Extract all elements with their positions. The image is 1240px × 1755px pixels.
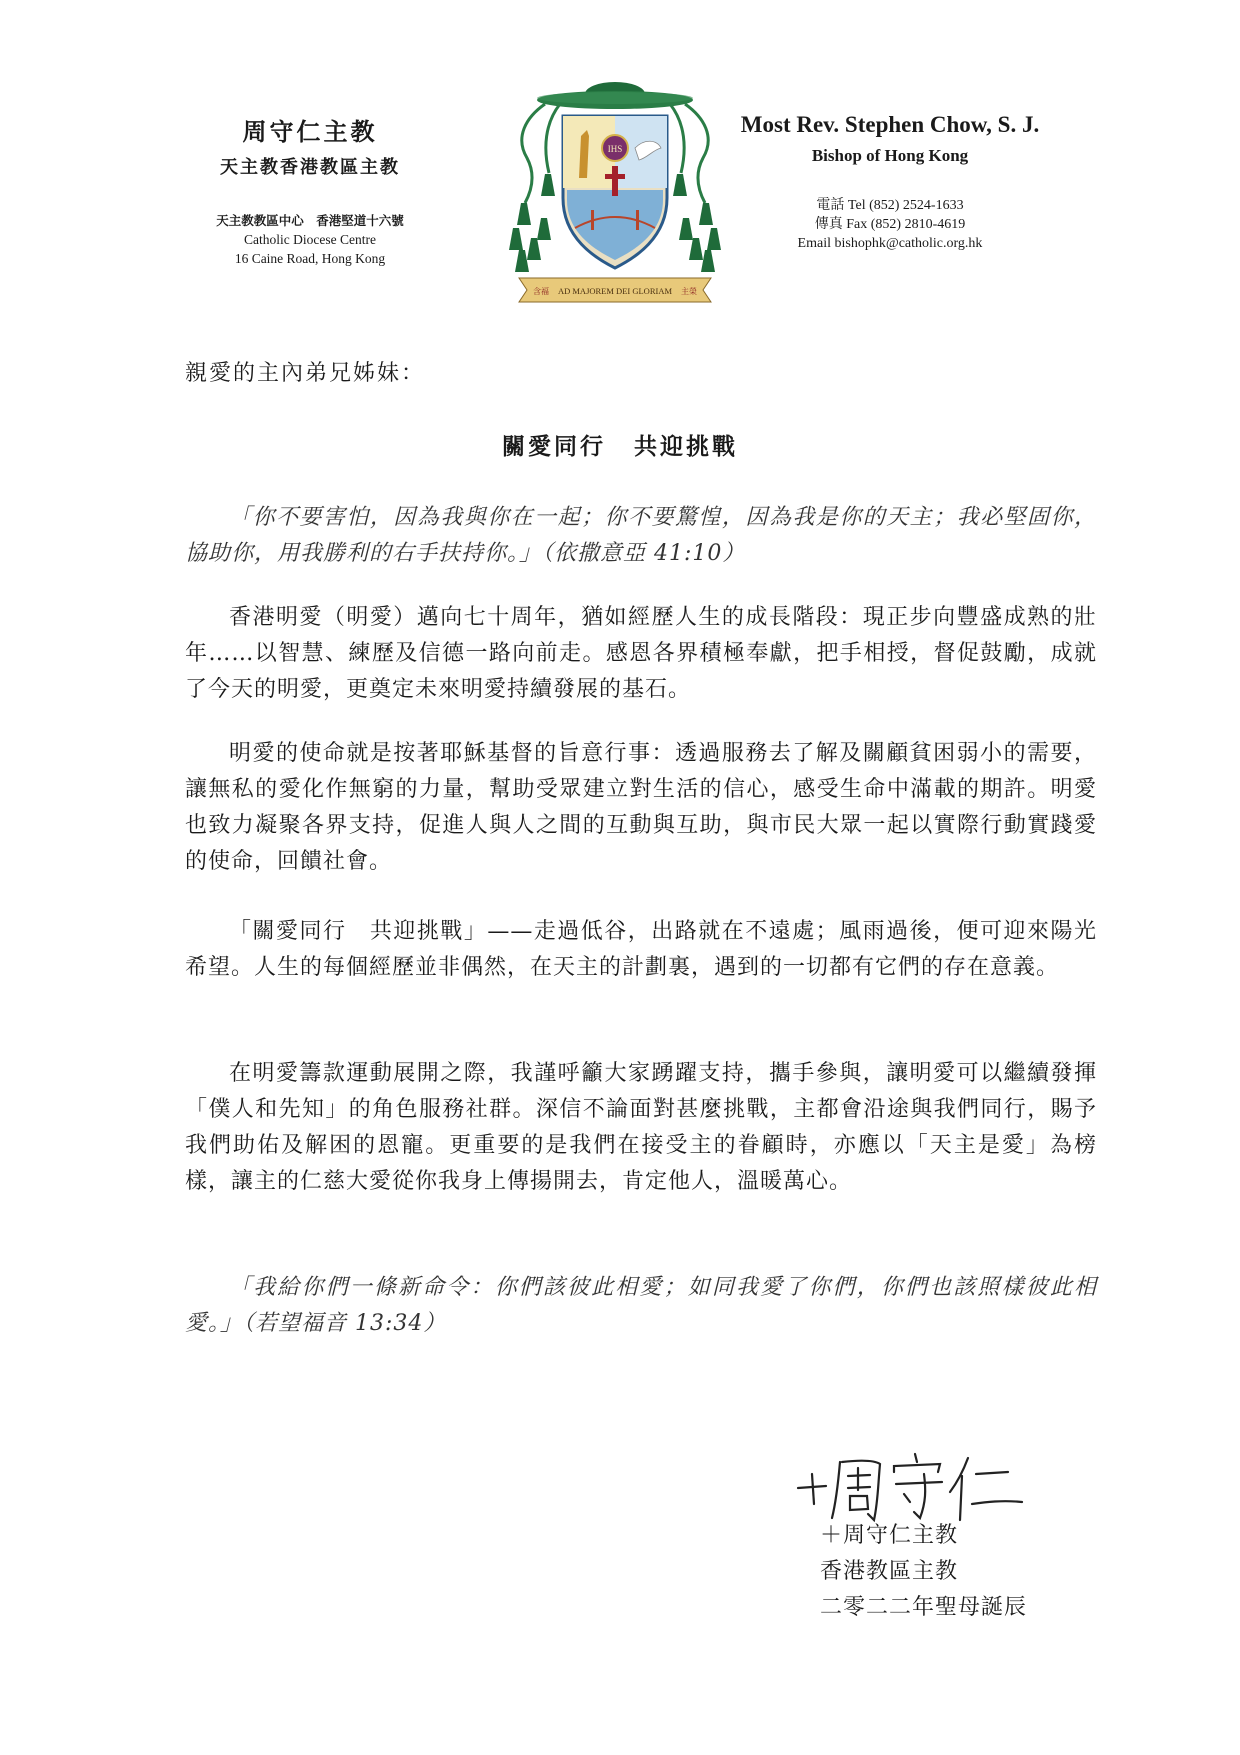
contact-block: [720, 196, 1060, 253]
bishop-name-en: Most Rev. Stephen Chow, S. J.: [740, 112, 1040, 137]
letter-date: 二零二二年聖母誕辰: [820, 1595, 1028, 1620]
address-en-line1: Catholic Diocese Centre: [244, 232, 376, 247]
contact-tel: 電話 Tel (852) 2524-1633: [816, 198, 964, 213]
letterhead-right: [720, 112, 1060, 253]
letter-heading: [0, 428, 1240, 461]
body-paragraph-3: 「關愛同行 共迎挑戰」——走過低谷，出路就在不遠處；風雨過後，便可迎來陽光希望。人生的每個經歷並非偶然，在天主的計劃裏，遇到的一切都有它們的存在意義。: [185, 919, 1097, 980]
opening-scripture-quote: 「你不要害怕，因為我與你在一起；你不要驚惶，因為我是你的天主；我必堅固你，協助你，用我勝利的右手扶持你。」（依撒意亞 41:10）: [185, 505, 1097, 566]
signatory-name: ＋周守仁主教: [820, 1523, 959, 1548]
bishop-title-zh: 天主教香港教區主教: [220, 157, 400, 178]
letterhead-left: [160, 112, 460, 268]
salutation: 親愛的主內弟兄姊妹：: [185, 361, 426, 386]
signature-block: [820, 1518, 1027, 1626]
motto-text: AD MAJOREM DEI GLORIAM: [557, 286, 673, 296]
heading-part-2: 共迎挑戰: [634, 433, 738, 460]
closing-scripture-quote: 「我給你們一條新命令：你們該彼此相愛；如同我愛了你們，你們也該照樣彼此相愛。」（若望福音 13:34）: [185, 1275, 1097, 1336]
contact-fax: 傳真 Fax (852) 2810-4619: [814, 217, 966, 232]
body-paragraph-4: 在明愛籌款運動展開之際，我謹呼籲大家踴躍支持，攜手參與，讓明愛可以繼續發揮「僕人和先知」的角色服務社群。深信不論面對甚麼挑戰，主都會沿途與我們同行，賜予我們助佑及解困的恩寵。更重要的是我們在接受主的眷顧時，亦應以「天主是愛」為榜樣，讓主的仁慈大愛從你我身上傳揚開去，肯定他人，溫暖萬心。: [185, 1061, 1097, 1194]
bishop-title-en: Bishop of Hong Kong: [811, 146, 969, 165]
coat-of-arms: [505, 78, 725, 303]
body-paragraph-1: 香港明愛（明愛）邁向七十周年，猶如經歷人生的成長階段：現正步向豐盛成熟的壯年……以智慧、練歷及信德一路向前走。感恩各界積極奉獻，把手相授，督促鼓勵，成就了今天的明愛，更奠定未來明愛持續發展的基石。: [185, 605, 1097, 702]
contact-email[interactable]: Email bishophk@catholic.org.hk: [797, 236, 983, 251]
handwritten-signature: [790, 1440, 1030, 1530]
signatory-title: 香港教區主教: [820, 1559, 959, 1584]
address-zh: 天主教教區中心 香港堅道十六號: [216, 213, 404, 228]
address-en-line2: 16 Caine Road, Hong Kong: [234, 251, 386, 266]
bishop-name-zh: 周守仁主教: [242, 117, 378, 146]
address-block: [160, 211, 460, 268]
motto-right-zh: 主榮: [681, 287, 697, 296]
ihs-monogram: IHS: [607, 144, 623, 154]
motto-left-zh: 含福: [533, 287, 549, 296]
body-paragraph-2: 明愛的使命就是按著耶穌基督的旨意行事：透過服務去了解及關顧貧困弱小的需要，讓無私的愛化作無窮的力量，幫助受眾建立對生活的信心，感受生命中滿載的期許。明愛也致力凝聚各界支持，促進人與人之間的互動與互助，與市民大眾一起以實際行動實踐愛的使命，回饋社會。: [185, 741, 1097, 874]
heading-part-1: 關愛同行: [502, 433, 606, 460]
